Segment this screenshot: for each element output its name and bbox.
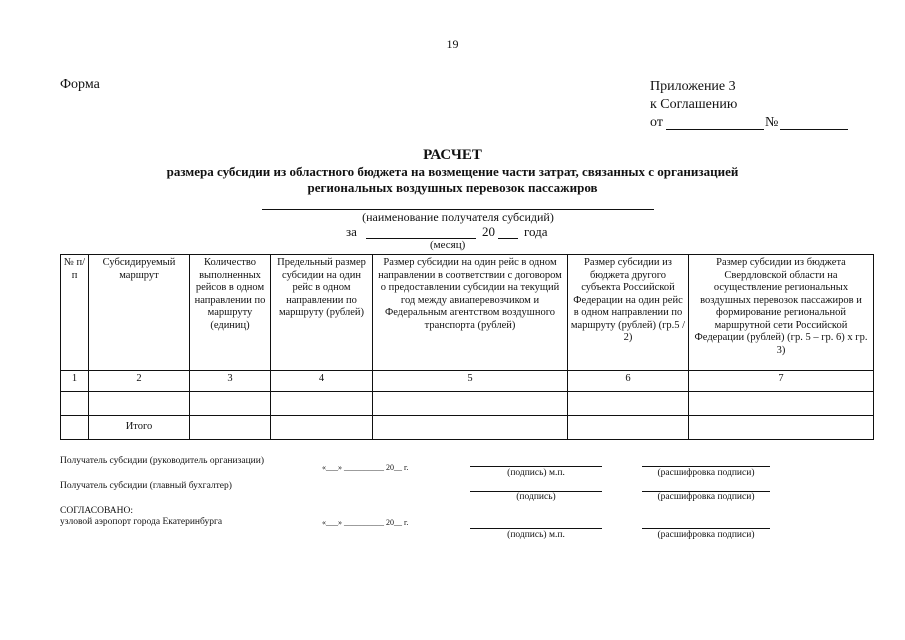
header-cell: Количество выполненных рейсов в одном направлении по маршруту (единиц) [190,255,271,371]
airport-decoding-line [642,528,770,529]
head-decoding-caption: (расшифровка подписи) [657,468,755,478]
head-sign-line [470,466,602,467]
date-blank [666,129,764,130]
airport-sign-line [470,528,602,529]
total-label: Итого [89,416,190,440]
subsidy-table [60,254,874,440]
table-cell [689,392,874,416]
appendix-line-3 [650,114,850,132]
column-number: 6 [568,371,689,392]
header-cell: Предельный размер субсидии на один рейс в одном направлении по маршруту (рублей) [271,255,373,371]
head-decoding-line [642,466,770,467]
header-cell: Субсидируемый маршрут [89,255,190,371]
year-suffix: года [524,224,548,239]
number-label: № [765,115,779,130]
column-number: 2 [89,371,190,392]
agreed-label: СОГЛАСОВАНО: [60,506,133,516]
accountant-sign-caption: (подпись) [516,492,556,502]
appendix-line-2: к Соглашению [650,97,738,112]
table-cell [568,392,689,416]
table-cell [61,392,89,416]
subtitle-line-2: региональных воздушных перевозок пассажиров [307,180,598,195]
table-header-row [61,255,874,371]
from-label: от [650,115,663,130]
month-caption: (месяц) [430,239,466,251]
column-number: 4 [271,371,373,392]
column-number: 3 [190,371,271,392]
head-signatory-label: Получатель субсидии (руководитель организации) [60,456,264,466]
airport-decoding-caption: (расшифровка подписи) [657,530,755,540]
table-cell [373,392,568,416]
airport-date-line: «___» __________ 20__ г. [322,518,409,527]
column-number-row [61,371,874,392]
table-cell [373,416,568,440]
airport-label: узловой аэропорт города Екатеринбурга [60,517,223,527]
appendix-line-1: Приложение 3 [650,79,736,94]
period-prefix: за [346,224,357,239]
total-row [61,416,874,440]
table-cell [89,392,190,416]
table-cell [190,392,271,416]
document-title: РАСЧЕТ [423,147,482,163]
table-cell [689,416,874,440]
header-cell: Размер субсидии из бюджета Свердловской области на осуществление региональных воздушных перевозок пассажиров и формирование региональной маршрутной сети Российской Федерации (рублей) (гр. 5 – гр. 6) х гр. 3) [689,255,874,371]
form-label: Форма [60,77,100,92]
column-number: 1 [61,371,89,392]
accountant-decoding-caption: (расшифровка подписи) [657,492,755,502]
airport-sign-caption: (подпись) м.п. [507,530,565,540]
table-cell [190,416,271,440]
column-number: 5 [373,371,568,392]
page-number: 19 [446,37,459,51]
header-cell: Размер субсидии из бюджета другого субъекта Российской Федерации на один рейс в одном направлении по маршруту (рублей) (гр.5 / 2) [568,255,689,371]
year-prefix: 20 [482,224,495,239]
appendix-block [650,78,850,132]
recipient-caption: (наименование получателя субсидий) [362,210,554,224]
head-date-line: «___» __________ 20__ г. [322,463,409,472]
table-row [61,392,874,416]
table-cell [61,416,89,440]
year-blank [498,238,518,239]
head-sign-caption: (подпись) м.п. [507,468,565,478]
accountant-signatory-label: Получатель субсидии (главный бухгалтер) [60,481,232,491]
header-cell: Размер субсидии на один рейс в одном направлении в соответствии с договором о предоставлении субсидии на текущий год между авиаперевозчиком и Федеральным агентством воздушного транспорта (рублей) [373,255,568,371]
column-number: 7 [689,371,874,392]
table-cell [568,416,689,440]
header-cell: № п/п [61,255,89,371]
subtitle-line-1: размера субсидии из областного бюджета на возмещение части затрат, связанных с организацией [166,164,739,179]
table-cell [271,416,373,440]
number-blank [780,129,848,130]
table-cell [271,392,373,416]
period-line [346,224,566,240]
document-subtitle [0,164,905,196]
